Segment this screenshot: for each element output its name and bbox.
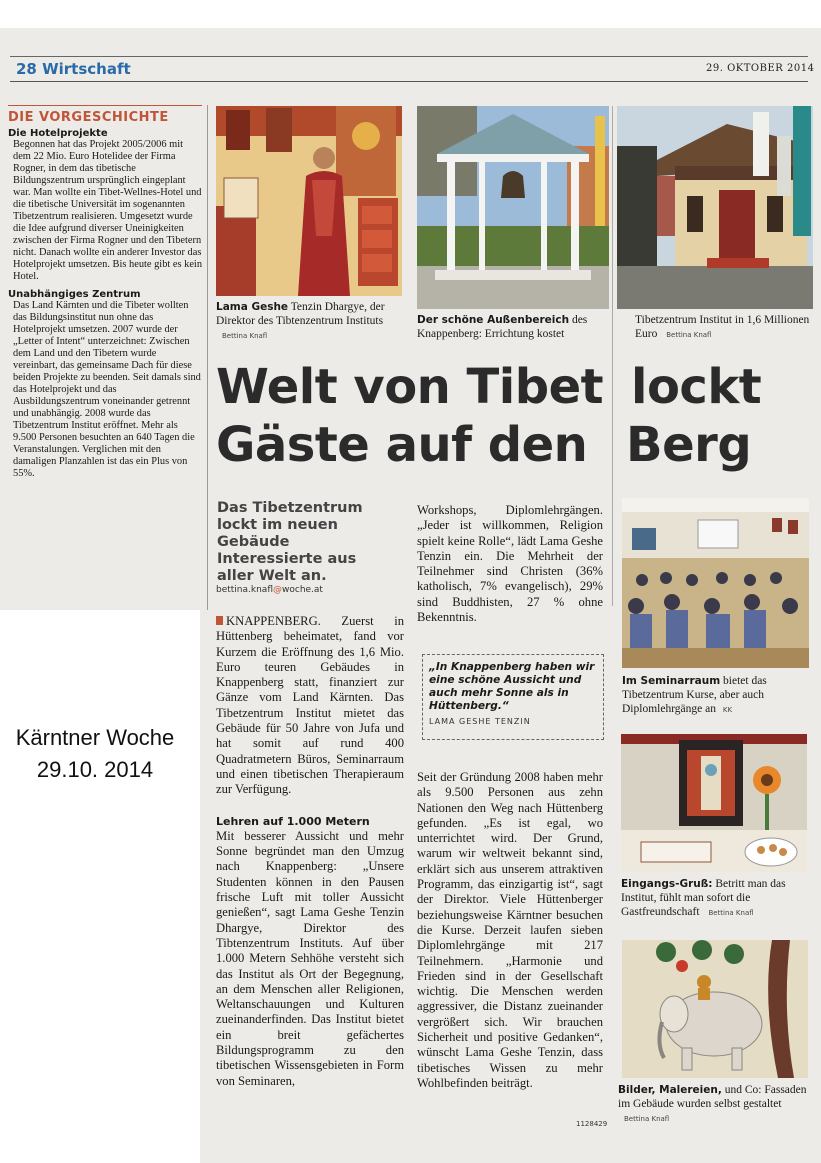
header-divider [10, 81, 808, 82]
photo-bell-pavilion [417, 106, 609, 309]
headline-part: lockt [631, 359, 762, 415]
header-rule [10, 56, 808, 57]
headline-part: Welt von Tibet [216, 359, 604, 415]
caption-photo-seminar: Im Seminarraum bietet das Tibetzentrum Kurse, aber auch Diplomlehrgänge an KK [622, 675, 767, 715]
pull-quote-text: „In Knappenberg haben wir eine schöne Aussicht und auch mehr Sonne als in Hüttenberg.“ [429, 661, 595, 712]
article-start-marker [216, 616, 223, 625]
source-date: 29.10. 2014 [36, 757, 154, 782]
source-publication: Kärntner Woche [15, 725, 175, 750]
caption-photo-lama: Lama Geshe Tenzin Dhargye, der Direktor des Tibtenzentrum Instituts Bettina Knafl [216, 301, 385, 340]
photo-seminar-room [622, 498, 809, 668]
sidebar-subheading: Die Hotelprojekte [8, 128, 108, 139]
column-divider [612, 106, 613, 606]
article-column-1: KNAPPENBERG. Zuerst in Hüttenberg beheimatet, fand vor Kurzem die Eröffnung des 1,6 Mio. Euro teuren Gebäudes in Knappenberg statt, finanziert zur Gänze vom Land Kärnten. Das Tibetzentrum Institut mietet das Gebäude für 50 Jahre von Jufa und hat somit auf rund 400 Quadratmetern Büros, Seminarraum und einen tibetischen Therapieraum zur Verfügung. Lehren auf 1.000 Metern Mit besserer Aussicht und mehr Sonne begründet man den Umzug nach Knappenberg: „Unsere Studenten können in den Pausen frische Luft mit toller Aussicht genießen“, sagt Lama Geshe Tenzin Dhargye, Direktor des Tibtenzentrum Instituts. Auf über 1.000 Metern Sehhöhe versteht sich das Institut als Ort der Begegnung, an dem Menschen aller Religionen, Weltanschauungen und Kulturen zueinanderfinden. Das Institut bietet ein breit gefächertes Bildungsprogramm zu den tibetischen Wissensgebieten in Form von Seminaren, [216, 614, 404, 1088]
headline-part: Gäste auf den [216, 417, 588, 473]
sidebar-paragraph: Begonnen hat das Projekt 2005/2006 mit dem 22 Mio. Euro Hotelidee der Firma Rogner, in dem das tibetische Bildungszentrum ursprünglich eingeplant war. Man wollte ein Tibet-Wellnes-Hotel und die tibetische Universität im sogenannten Tibetzentrum realisieren. Umgesetzt wurde die Idee aufgrund diverser Uneinigkeiten zwischen der Firma Rogner und den Tibetern nicht. Danach wollte ein anderer Investor das Hotelprojekt umsetzen. Bis heute gibt es kein Hotel. [13, 139, 203, 282]
article-headline [216, 358, 796, 474]
photo-institute-building [617, 106, 813, 309]
sidebar-paragraph: Das Land Kärnten und die Tibeter wollten das Bildungsinstitut nun ohne das Hotelprojekt umsetzen. 2007 wurde der „Letter of Intent“ unterzeichnet: Zwischen dem Land und den Tibetern wurde vereinbart, das gemeinsame Dach für diese beiden Projekte zu beenden. Seit damals sind das Hotelprojekt und das Ausbildungszentrum voneinander getrennt und unabhängig. 2008 wurde das Tibetzentrum Institut eröffnet. Mehr als 9.500 Personen besuchten an 640 Tagen die Veranstalungen. Verglichen mit den damaligen Planzahlen ist das ein Plus von 55%. [13, 300, 201, 479]
article-column-2: Workshops, Diplomlehrgängen. „Jeder ist willkommen, Religion spielt keine Rolle“, lädt Lama Geshe Tenzin ein. Die Mehrheit der Teilnehmer sind Christen (36% katholisch, 7% evangelisch), 29% sind Buddhisten, 27 % ohne Bekenntnis. [417, 503, 603, 625]
headline-part: Berg [626, 417, 752, 473]
issue-date: 29. OKTOBER 2014 [706, 63, 815, 74]
pull-quote-author: LAMA GESHE TENZIN [429, 717, 531, 726]
caption-photo-building: Tibetzentrum Institut in 1,6 Millionen Euro Bettina Knafl [635, 314, 810, 340]
photo-wall-mural [622, 940, 808, 1078]
sidebar-title: DIE VORGESCHICHTE [8, 105, 202, 125]
section-heading: 28 Wirtschaft [16, 60, 131, 78]
at-sign: @ [273, 585, 282, 595]
caption-photo-pavilion: Der schöne Außenbereich des Knappenberg: Errichtung kostet [417, 314, 588, 340]
article-code: 1128429 [576, 1120, 608, 1128]
source-note [0, 722, 190, 786]
author-email: bettina.knafl@woche.at [216, 585, 323, 595]
pull-quote [422, 654, 604, 740]
photo-lama-portrait [216, 106, 402, 296]
caption-photo-mural: Bilder, Malereien, und Co: Fassaden im Gebäude wurden selbst gestaltet Bettina Knafl [618, 1084, 807, 1123]
photo-entrance-greeting [621, 734, 807, 872]
sidebar-subheading: Unabhängiges Zentrum [8, 289, 141, 300]
article-lead: Das Tibetzentrum lockt im neuen Gebäude Interessierte aus aller Welt an. [217, 500, 363, 584]
column-divider [207, 105, 208, 610]
caption-photo-entrance: Eingangs-Gruß: Betritt man das Institut, fühlt man sofort die Gastfreundschaft Bettina Knafl [621, 878, 786, 918]
article-subheading: Lehren auf 1.000 Metern [216, 814, 370, 828]
article-column-2-continued: Seit der Gründung 2008 haben mehr als 9.500 Personen aus zehn Nationen den Weg nach Hüttenberg gefunden. „Es ist egal, wo unterrichtet wird. Der Grund, warum wir weltweit bekannt sind, erklärt sich aus unserem attraktiven Programm, das einzigartig ist“, sagt der Direktor. Viele Hüttenberger beziehungsweise Kärntner besuchen die Kurse. Derzeit laufen sieben Diplomlehrgänge mit 217 Teilnehmern. „Harmonie und Frieden sind in der Gesellschaft wichtig. Die Menschen werden aggressiver, die Distanz zueinander vergrößert sich. Wir brauchen Sicherheit und positive Gedanken“, wünscht Lama Geshe Tenzin, dass tibetisches Wissen zu mehr Wohlbefinden beiträgt. [417, 770, 603, 1090]
sidebar-box [8, 105, 202, 480]
